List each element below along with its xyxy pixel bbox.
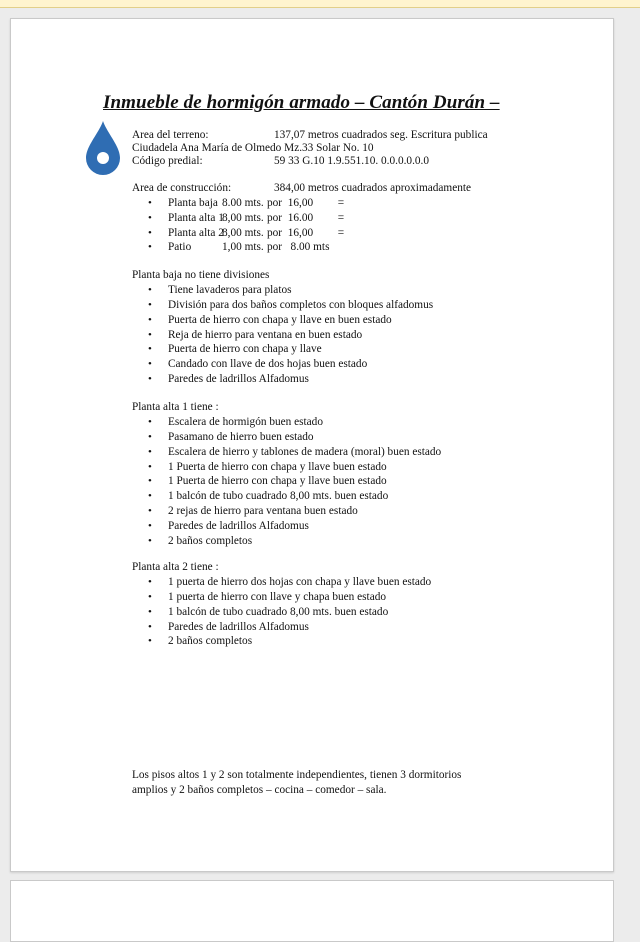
list-item: • Paredes de ladrillos Alfadomus (132, 621, 431, 636)
section-heading: Planta alta 2 tiene : (132, 561, 219, 573)
list-item: • División para dos baños completos con bloques alfadomus (132, 299, 433, 314)
list-item: • Escalera de hormigón buen estado (132, 416, 441, 431)
section-list (132, 416, 441, 549)
list-item: • Planta alta 28,00 mts. por 16,00 = (132, 227, 344, 242)
list-item: • Paredes de ladrillos Alfadomus (132, 373, 433, 388)
section-planta-alta-2 (132, 561, 431, 650)
construction-label: Area de construcción: (132, 182, 232, 194)
viewer-top-bar (0, 0, 640, 8)
list-item: • Tiene lavaderos para platos (132, 284, 433, 299)
footer-line: Los pisos altos 1 y 2 son totalmente independientes, tienen 3 dormitorios (132, 769, 462, 781)
footer-paragraph (132, 769, 532, 799)
list-item: • 1 balcón de tubo cuadrado 8,00 mts. buen estado (132, 490, 441, 505)
list-item: • 1 puerta de hierro dos hojas con chapa y llave buen estado (132, 576, 431, 591)
info-row-address (132, 142, 374, 156)
list-item: • 1 balcón de tubo cuadrado 8,00 mts. buen estado (132, 606, 431, 621)
list-item: • Patio 1,00 mts. por 8.00 mts (132, 241, 344, 256)
footer-line: amplios y 2 baños completos – cocina – comedor – sala. (132, 784, 387, 796)
predial-label: Código predial: (132, 155, 203, 167)
terreno-value: 137,07 metros cuadrados seg. Escritura publica (274, 129, 488, 141)
address-text: Ciudadela Ana María de Olmedo Mz.33 Solar No. 10 (132, 142, 374, 154)
list-item: • 2 baños completos (132, 635, 431, 650)
construction-list (132, 197, 344, 256)
list-item: • 1 Puerta de hierro con chapa y llave buen estado (132, 475, 441, 490)
info-row-terreno (132, 129, 488, 143)
list-item: • Pasamano de hierro buen estado (132, 431, 441, 446)
list-item: • 1 puerta de hierro con llave y chapa buen estado (132, 591, 431, 606)
section-list (132, 284, 433, 388)
list-item: • Puerta de hierro con chapa y llave (132, 343, 433, 358)
list-item: • Candado con llave de dos hojas buen estado (132, 358, 433, 373)
terreno-label: Area del terreno: (132, 129, 209, 141)
section-list (132, 576, 431, 650)
list-item: • Planta alta 18,00 mts. por 16.00 = (132, 212, 344, 227)
construction-value: 384,00 metros cuadrados aproximadamente (274, 182, 472, 194)
water-drop-icon (84, 120, 122, 176)
list-item: • Paredes de ladrillos Alfadomus (132, 520, 441, 535)
document-title: Inmueble de hormigón armado – Cantón Durán – (103, 92, 500, 113)
list-item: • 2 rejas de hierro para ventana buen estado (132, 505, 441, 520)
section-heading: Planta alta 1 tiene : (132, 401, 219, 413)
list-item: • 2 baños completos (132, 535, 441, 550)
construction-list-block (132, 197, 344, 256)
predial-value: 59 33 G.10 1.9.551.10. 0.0.0.0.0.0 (274, 155, 430, 167)
list-item: • Reja de hierro para ventana en buen estado (132, 329, 433, 344)
list-item: • Planta baja 8.00 mts. por 16,00 = (132, 197, 344, 212)
section-planta-baja (132, 269, 433, 388)
next-page[interactable] (10, 880, 614, 942)
list-item: • Escalera de hierro y tablones de madera (moral) buen estado (132, 446, 441, 461)
section-planta-alta-1 (132, 401, 441, 549)
list-item: • Puerta de hierro con chapa y llave en buen estado (132, 314, 433, 329)
section-heading: Planta baja no tiene divisiones (132, 269, 270, 281)
list-item: • 1 Puerta de hierro con chapa y llave buen estado (132, 461, 441, 476)
info-row-predial (132, 155, 429, 169)
construction-row (132, 182, 471, 196)
